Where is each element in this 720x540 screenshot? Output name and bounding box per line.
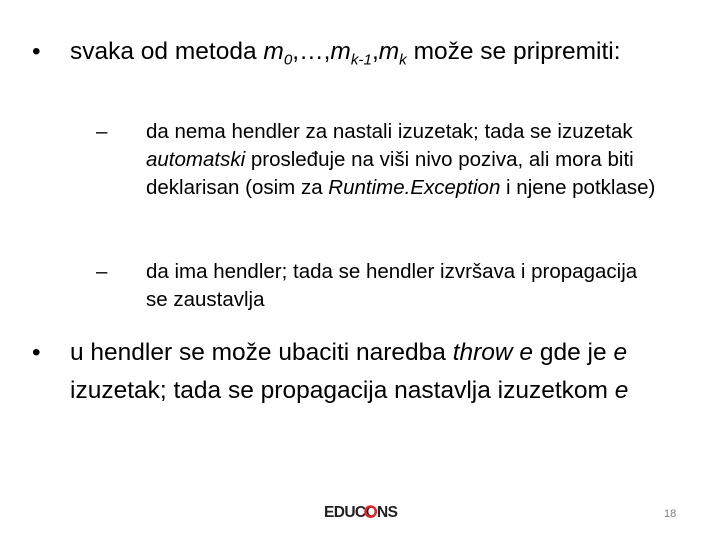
math-mk: $m_k$: [378, 38, 407, 69]
text-run: izuzetak; tada se propagacija nastavlja izuzetkom: [70, 377, 615, 404]
sub-bullet-2-text: da ima hendler; tada se hendler izvršava i propagacija se zaustavlja: [146, 260, 638, 311]
sub-bullet-2: [96, 258, 656, 314]
text-run: ,: [371, 38, 379, 65]
dash-marker: –: [96, 120, 108, 143]
text-run: gde je: [533, 339, 614, 366]
italic-term: automatski: [146, 148, 246, 171]
italic-term: e: [614, 377, 629, 404]
text-run: da nema hendler za nastali izuzetak; tada se izuzetak: [146, 120, 633, 143]
educons-logo: [324, 503, 408, 521]
sub-bullet-1-text: [146, 118, 656, 202]
bullet-marker: •: [32, 339, 41, 366]
text-run: ,…,: [292, 38, 331, 65]
text-run: u hendler se može ubaciti naredba: [70, 339, 453, 366]
italic-term: throw e: [452, 339, 534, 366]
italic-term: e: [613, 339, 628, 366]
text-run: može se pripremiti:: [406, 38, 621, 65]
bullet-point-2-text: [70, 334, 692, 410]
italic-term: Runtime.Exception: [328, 176, 501, 199]
math-mk-1: $m_{k-1}$: [330, 38, 372, 69]
text-run: prosleđuje na viši nivo poziva, ali mora biti deklarisan (osim za: [146, 148, 634, 199]
dash-marker: –: [96, 260, 108, 283]
text-run: svaka od metoda: [70, 38, 264, 65]
bullet-point-1: [32, 34, 672, 70]
svg-text:EDUCONS: EDUCONS: [324, 504, 398, 521]
text-run: i njene potklase): [500, 176, 656, 199]
sub-bullet-1: [96, 118, 656, 202]
bullet-point-2: [32, 334, 692, 410]
math-m0: $m_0$: [263, 38, 293, 69]
bullet-point-1-text: [70, 34, 672, 70]
bullet-marker: •: [32, 38, 41, 65]
page-number: 18: [664, 508, 677, 520]
